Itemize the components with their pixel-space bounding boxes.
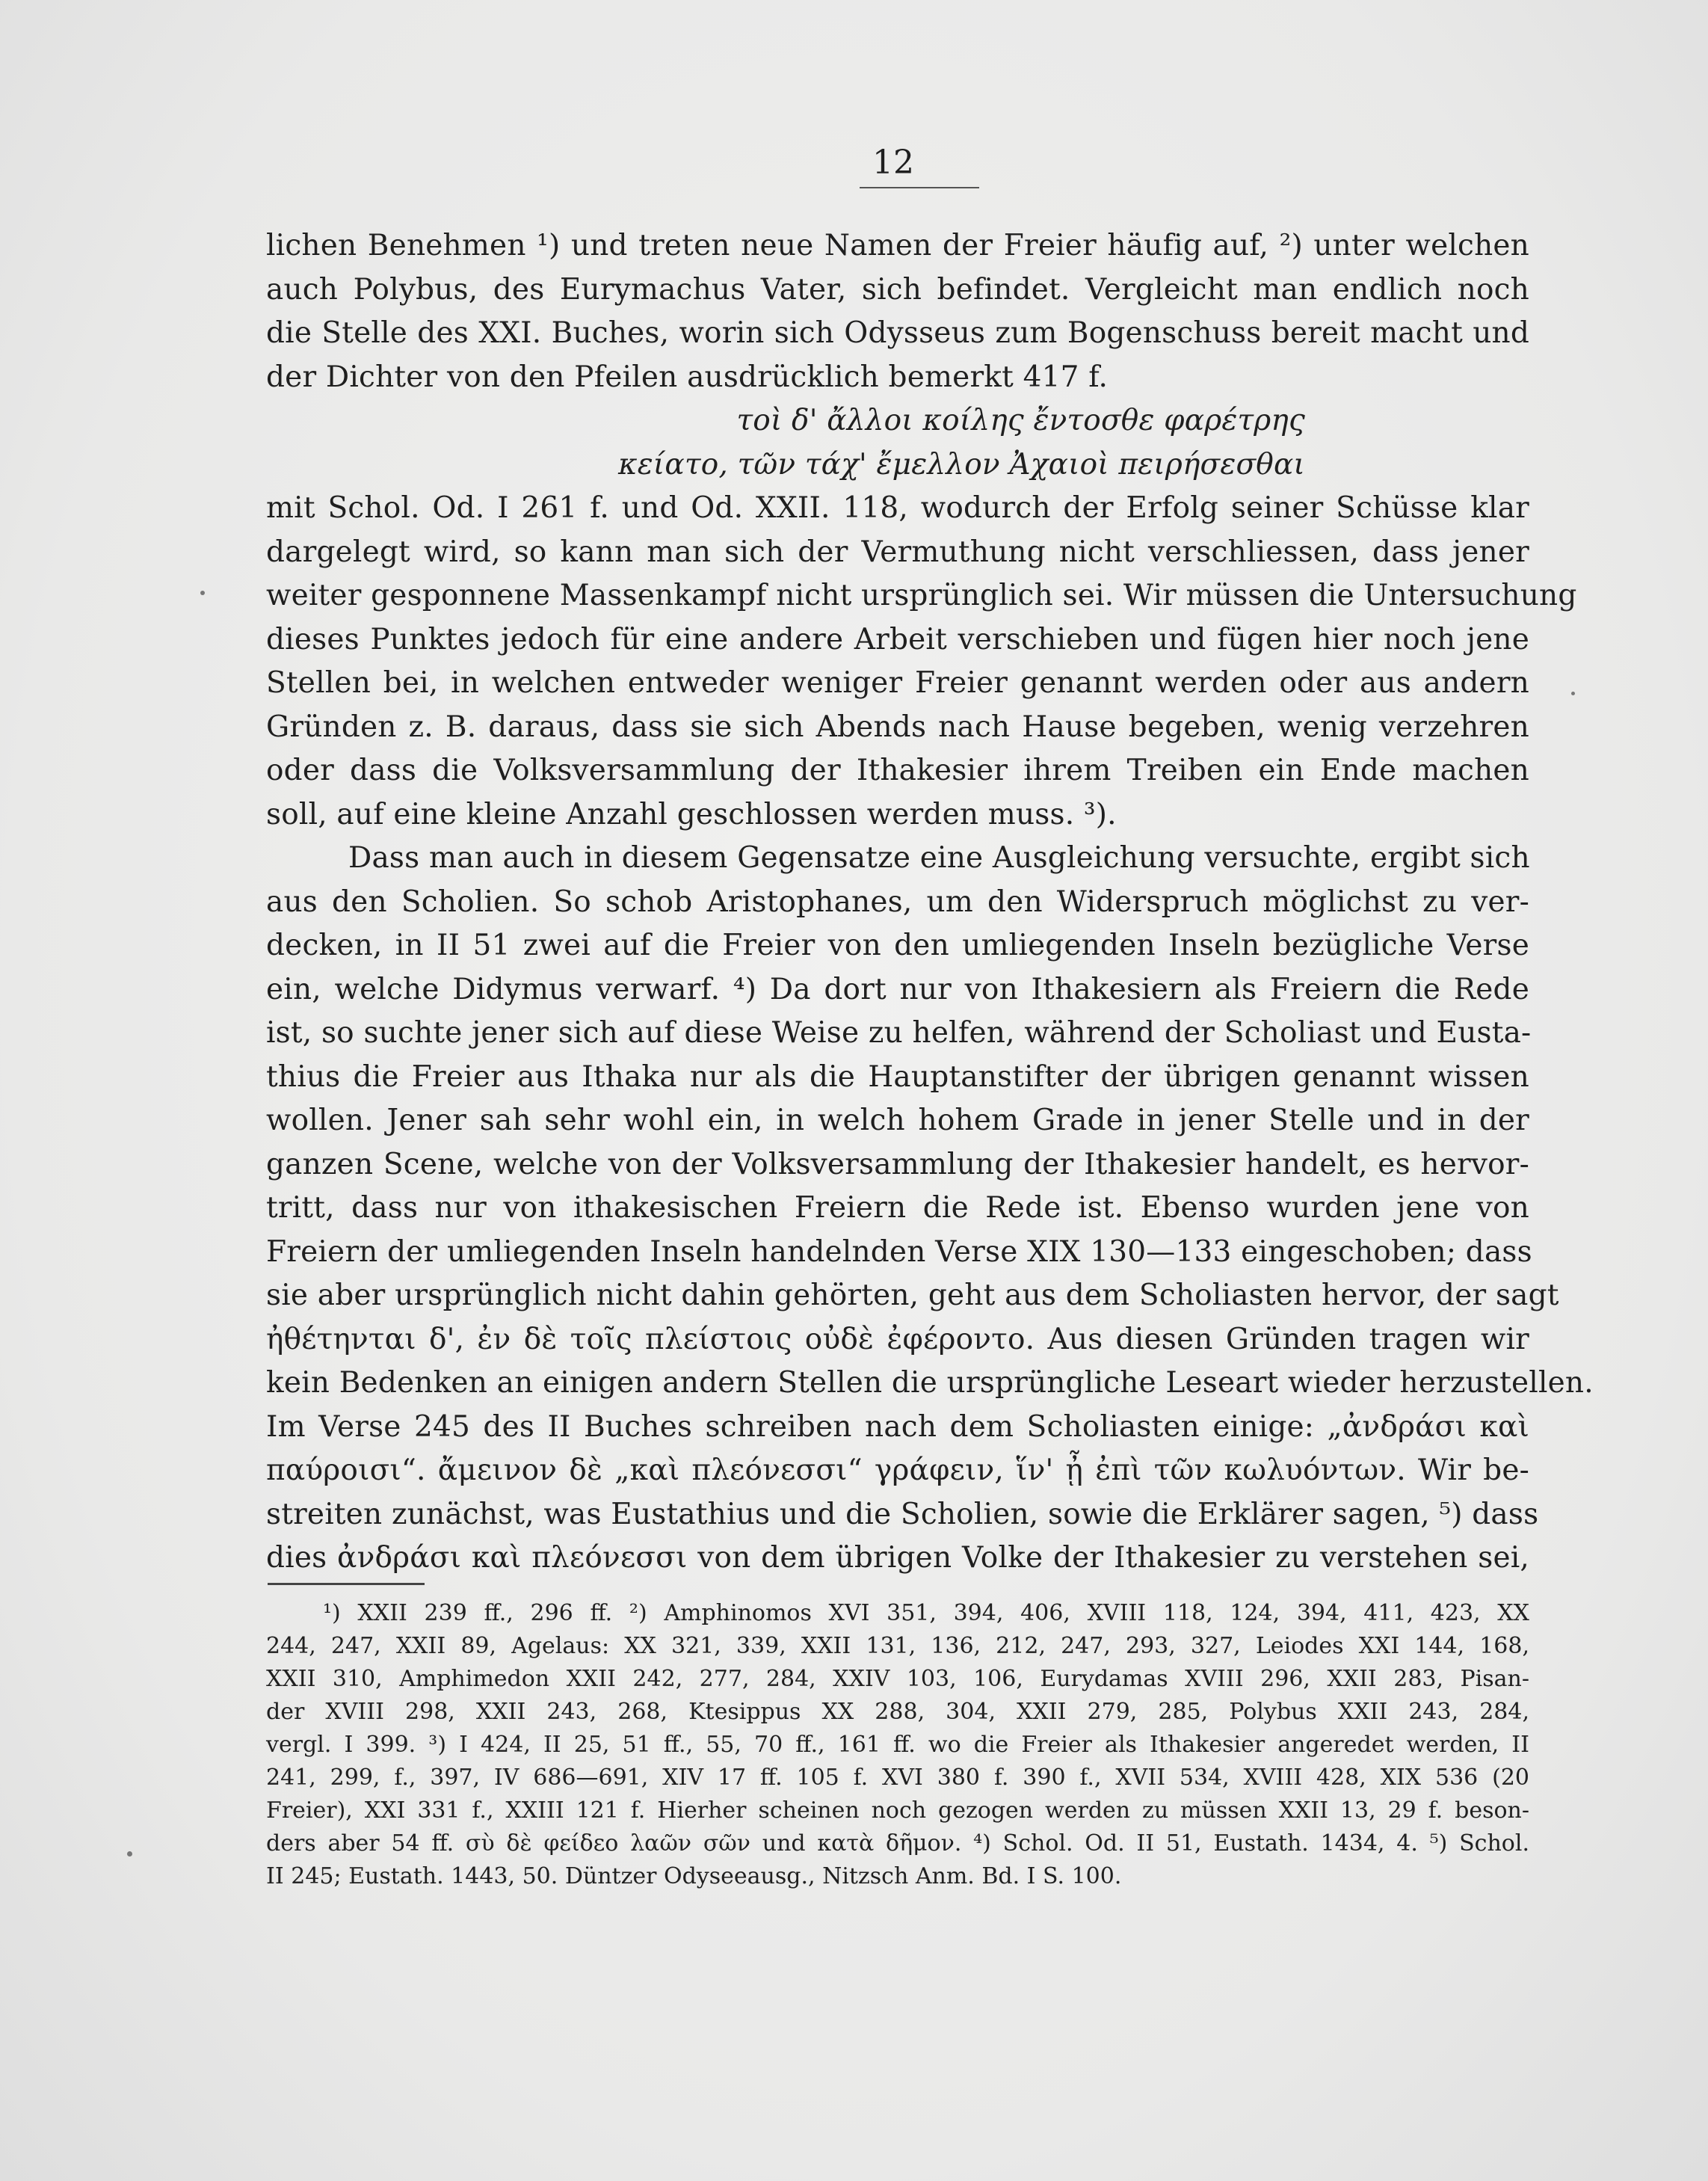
greek-verse-line: κείατο, τῶν τάχ' ἔμελλον Ἀχαιοὶ πειρήσεσθαι (618, 447, 1305, 482)
text-line: Freiern der umliegenden Inseln handelnden Verse XIX 130—133 eingeschoben; dass (266, 1234, 1532, 1269)
footnote-line: ders aber 54 ff. σὺ δὲ φείδεο λαῶν σῶν und κατὰ δῆμον. ⁴) Schol. Od. II 51, Eustath. 1434, 4. ⁵) Schol. (266, 1830, 1529, 1857)
text-line: Im Verse 245 des II Buches schreiben nach dem Scholiasten einige: „ἀνδράσι καὶ (266, 1409, 1529, 1444)
page-number-rule (860, 187, 979, 188)
text-line: παύροισι“. ἄμεινον δὲ „καὶ πλεόνεσσι“ γράφειν, ἵν' ᾖ ἐπὶ τῶν κωλυόντων. Wir be- (266, 1454, 1529, 1487)
text-line: decken, in II 51 zwei auf die Freier von den umliegenden Inseln bezügliche Verse (266, 929, 1529, 962)
paper-speck (1571, 692, 1575, 695)
footnote-line: ¹) XXII 239 ff., 296 ff. ²) Amphinomos XVI 351, 394, 406, XVIII 118, 124, 394, 411, 423, XX (323, 1600, 1529, 1626)
text-line: Gründen z. B. daraus, dass sie sich Abends nach Hause begeben, wenig verzehren (266, 710, 1529, 744)
text-line: mit Schol. Od. I 261 f. und Od. XXII. 118, wodurch der Erfolg seiner Schüsse klar (266, 491, 1529, 525)
text-line: ein, welche Didymus verwarf. ⁴) Da dort nur von Ithakesiern als Freiern die Rede (266, 972, 1529, 1006)
footnote-line: Freier), XXI 331 f., XXIII 121 f. Hierher scheinen noch gezogen werden zu müssen XXII 13, 29 f. beson- (266, 1797, 1529, 1824)
footnote-line: 241, 299, f., 397, IV 686—691, XIV 17 ff. 105 f. XVI 380 f. 390 f., XVII 534, XVIII 428, XIX 536 (20 (266, 1765, 1529, 1791)
page-number: 12 (872, 144, 914, 182)
text-line: kein Bedenken an einigen andern Stellen die ursprüngliche Leseart wieder herzustellen. (266, 1366, 1594, 1400)
text-line: thius die Freier aus Ithaka nur als die Hauptanstifter der übrigen genannt wissen (266, 1059, 1529, 1094)
footnote-line: vergl. I 399. ³) I 424, II 25, 51 ff., 55, 70 ff., 161 ff. wo die Freier als Ithakesier angeredet werden, II (266, 1732, 1529, 1758)
text-line: dargelegt wird, so kann man sich der Vermuthung nicht verschliessen, dass jener (266, 535, 1529, 569)
text-line: weiter gesponnene Massenkampf nicht ursprünglich sei. Wir müssen die Untersuchung (266, 579, 1577, 612)
text-line: auch Polybus, des Eurymachus Vater, sich befindet. Vergleicht man endlich noch (266, 272, 1529, 307)
text-line: der Dichter von den Pfeilen ausdrücklich bemerkt 417 f. (266, 360, 1109, 394)
text-line: soll, auf eine kleine Anzahl geschlossen werden muss. ³). (266, 797, 1117, 831)
text-line: dieses Punktes jedoch für eine andere Arbeit verschieben und fügen hier noch jene (266, 622, 1529, 656)
paper-speck (200, 591, 205, 595)
greek-verse-line: τοὶ δ' ἄλλοι κοίλης ἔντοσθε φαρέτρης (736, 404, 1305, 437)
text-line: ist, so suchte jener sich auf diese Weise zu helfen, während der Scholiast und Eusta- (266, 1016, 1532, 1050)
text-line: die Stelle des XXI. Buches, worin sich Odysseus zum Bogenschuss bereit macht und (266, 316, 1529, 350)
text-line: wollen. Jener sah sehr wohl ein, in welch hohem Grade in jener Stelle und in der (266, 1104, 1529, 1137)
text-line: ganzen Scene, welche von der Volksversammlung der Ithakesier handelt, es hervor- (266, 1147, 1529, 1181)
text-line: lichen Benehmen ¹) und treten neue Namen der Freier häufig auf, ²) unter welchen (266, 229, 1529, 262)
footnote-line: XXII 310, Amphimedon XXII 242, 277, 284, XXIV 103, 106, Eurydamas XVIII 296, XXII 283, Pisan- (266, 1666, 1529, 1692)
text-line: sie aber ursprünglich nicht dahin gehörten, geht aus dem Scholiasten hervor, der sagt (266, 1279, 1559, 1312)
text-line: Stellen bei, in welchen entweder weniger Freier genannt werden oder aus andern (266, 666, 1529, 700)
footnotes (266, 1597, 1529, 1893)
text-line: dies ἀνδράσι καὶ πλεόνεσσι von dem übrigen Volke der Ithakesier zu verstehen sei, (266, 1541, 1529, 1575)
footnote-line: der XVIII 298, XXII 243, 268, Ktesippus XX 288, 304, XXII 279, 285, Polybus XXII 243, 284, (266, 1699, 1529, 1725)
footnote-line: 244, 247, XXII 89, Agelaus: XX 321, 339, XXII 131, 136, 212, 247, 293, 327, Leiodes XXI 144, 168, (266, 1633, 1529, 1659)
paper-speck (127, 1851, 132, 1857)
paragraph-start-line: Dass man auch in diesem Gegensatze eine Ausgleichung versuchte, ergibt sich (348, 841, 1530, 875)
text-line: tritt, dass nur von ithakesischen Freiern die Rede ist. Ebenso wurden jene von (266, 1191, 1529, 1225)
footnote-rule (268, 1583, 425, 1585)
text-line: streiten zunächst, was Eustathius und die Scholien, sowie die Erklärer sagen, ⁵) dass (266, 1497, 1539, 1531)
text-line: oder dass die Volksversammlung der Ithakesier ihrem Treiben ein Ende machen (266, 754, 1529, 787)
text-line: ἠθέτηνται δ', ἐν δὲ τοῖς πλείστοις οὐδὲ ἐφέροντο. Aus diesen Gründen tragen wir (266, 1322, 1529, 1356)
footnote-line: II 245; Eustath. 1443, 50. Düntzer Odyseeausg., Nitzsch Anm. Bd. I S. 100. (266, 1863, 1122, 1889)
body-text (266, 224, 1594, 1581)
text-line: aus den Scholien. So schob Aristophanes, um den Widerspruch möglichst zu ver- (266, 885, 1529, 919)
